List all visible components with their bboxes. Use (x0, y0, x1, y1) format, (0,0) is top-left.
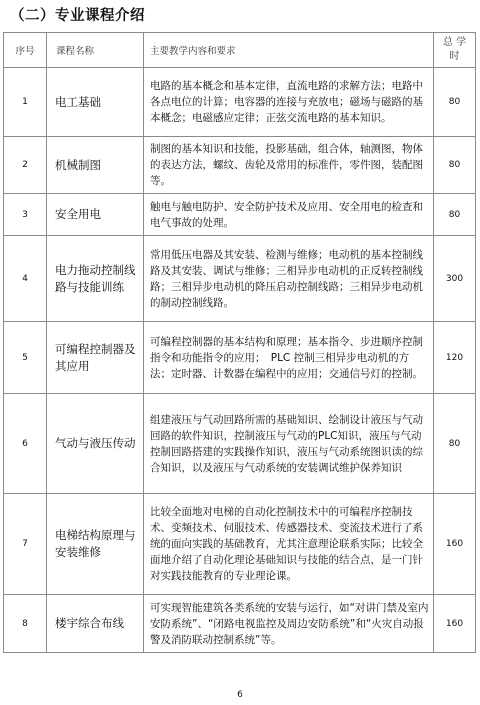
row-course-name: 机械制图 (47, 137, 144, 194)
row-hours: 300 (434, 236, 476, 322)
row-seq: 1 (4, 68, 47, 137)
row-hours: 120 (434, 322, 476, 394)
row-seq: 4 (4, 236, 47, 322)
table-row (4, 68, 476, 137)
table-row (4, 595, 476, 653)
table-row (4, 194, 476, 236)
row-hours: 80 (434, 194, 476, 236)
row-seq: 8 (4, 595, 47, 653)
row-content: 可实现智能建筑各类系统的安装与运行，如“对讲门禁及室内安防系统”、“闭路电视监控及周边安防系统”和“火灾自动报警及消防联动控制系统”等。 (144, 595, 434, 653)
page-number: 6 (237, 690, 243, 700)
table-header-row (4, 33, 476, 68)
row-content: 制图的基本知识和技能，投影基础，组合体，轴测图，物体的表达方法，螺纹、齿轮及常用的标准件，零件图，装配图等。 (144, 137, 434, 194)
header-hours-bottom: 时 (449, 51, 460, 62)
course-table (3, 32, 476, 653)
row-seq: 5 (4, 322, 47, 394)
row-content: 组建液压与气动回路所需的基础知识、绘制设计液压与气动回路的软件知识，控制液压与气动的PLC知识，液压与气动控制回路搭建的实践操作知识，液压与气动系统图识读的综合知识，以及液压与气动系统的安装调试维护保养知识 (144, 394, 434, 494)
row-course-name: 电梯结构原理与安装维修 (47, 494, 144, 595)
row-hours: 160 (434, 595, 476, 653)
header-content: 主要教学内容和要求 (144, 33, 434, 68)
header-hours (434, 33, 476, 68)
row-course-name: 电力拖动控制线路与技能训练 (47, 236, 144, 322)
row-seq: 2 (4, 137, 47, 194)
row-hours: 160 (434, 494, 476, 595)
row-course-name: 可编程控制器及其应用 (47, 322, 144, 394)
row-course-name: 电工基础 (47, 68, 144, 137)
table-row (4, 494, 476, 595)
table-row (4, 137, 476, 194)
table-row (4, 236, 476, 322)
header-seq: 序号 (4, 33, 47, 68)
section-heading: （二）专业课程介绍 (10, 8, 145, 24)
row-content: 常用低压电器及其安装、检测与维修；电动机的基本控制线路及其安装、调试与维修；三相异步电动机的正反转控制线路；三相异步电动机的降压启动控制线路；三相异步电动机的制动控制线路。 (144, 236, 434, 322)
row-course-name: 气动与液压传动 (47, 394, 144, 494)
row-course-name: 楼宇综合布线 (47, 595, 144, 653)
row-seq: 6 (4, 394, 47, 494)
header-course-name: 课程名称 (47, 33, 144, 68)
header-hours-top: 总 学 (442, 37, 467, 48)
row-seq: 3 (4, 194, 47, 236)
row-hours: 80 (434, 68, 476, 137)
row-seq: 7 (4, 494, 47, 595)
table-row (4, 394, 476, 494)
row-content: 比较全面地对电梯的自动化控制技术中的可编程序控制技术、变频技术、伺服技术、传感器技术、变流技术进行了系统的面向实践的基础教育，尤其注意理论联系实际；比较全面地介绍了自动化理论基础知识与技能的结合点，是一门针对实践技能教育的专业理论课。 (144, 494, 434, 595)
table-row (4, 322, 476, 394)
row-content: 触电与触电防护、安全防护技术及应用、安全用电的检查和电气事故的处理。 (144, 194, 434, 236)
row-content: 电路的基本概念和基本定律，直流电路的求解方法；电路中各点电位的计算；电容器的连接与充放电；磁场与磁路的基本概念；电磁感应定律；正弦交流电路的基本知识。 (144, 68, 434, 137)
row-hours: 80 (434, 137, 476, 194)
row-content: 可编程控制器的基本结构和原理；基本指令、步进顺序控制指令和功能指令的应用； PLC 控制三相异步电动机的方法；定时器、计数器在编程中的应用；交通信号灯的控制。 (144, 322, 434, 394)
row-hours: 80 (434, 394, 476, 494)
row-course-name: 安全用电 (47, 194, 144, 236)
